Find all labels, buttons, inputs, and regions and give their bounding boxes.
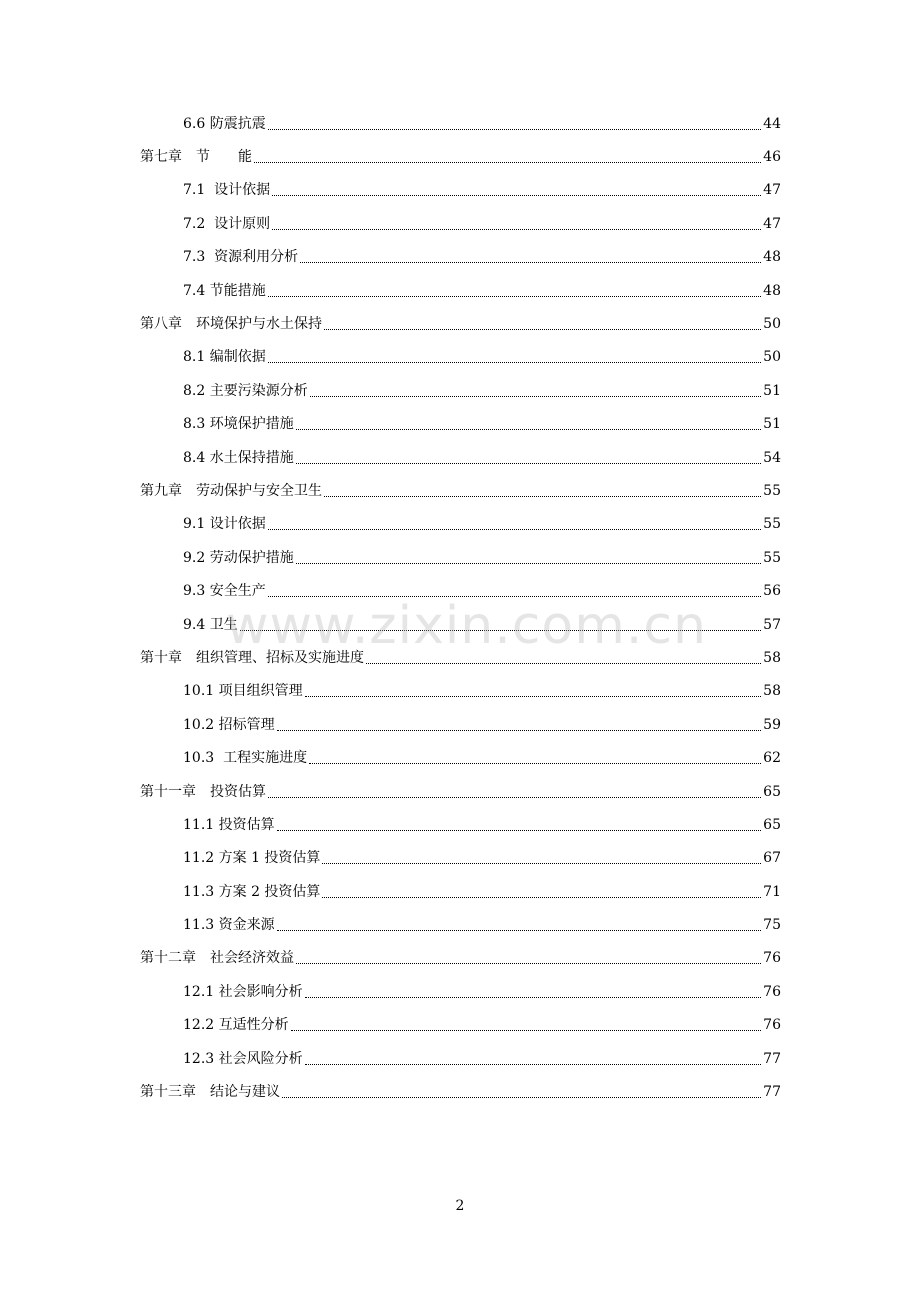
- toc-section-entry[interactable]: [0, 408, 781, 441]
- toc-dot-leader: [268, 582, 761, 600]
- toc-dot-leader: [272, 215, 761, 233]
- toc-dot-leader: [268, 282, 761, 300]
- toc-section-entry[interactable]: [0, 441, 781, 474]
- toc-entry-page: 67: [763, 850, 781, 867]
- toc-entry-label: 11.3 资金来源: [183, 917, 275, 934]
- toc-entry-label: 6.6 防震抗震: [183, 115, 266, 132]
- toc-dot-leader: [300, 248, 761, 266]
- toc-dot-leader: [277, 816, 762, 834]
- toc-chapter-entry[interactable]: [0, 942, 781, 975]
- toc-section-entry[interactable]: [0, 708, 781, 741]
- toc-section-entry[interactable]: [0, 541, 781, 574]
- toc-section-entry[interactable]: [0, 1009, 781, 1042]
- toc-entry-page: 62: [763, 750, 781, 767]
- toc-entry-label: 第九章 劳动保护与安全卫生: [140, 482, 322, 499]
- toc-chapter-entry[interactable]: [0, 474, 781, 507]
- toc-entry-label: 8.3 环境保护措施: [183, 416, 294, 433]
- toc-section-entry[interactable]: [0, 508, 781, 541]
- toc-entry-label: 9.2 劳动保护措施: [183, 549, 294, 566]
- toc-entry-page: 46: [763, 149, 781, 166]
- toc-dot-leader: [296, 949, 761, 967]
- toc-entry-page: 57: [763, 616, 781, 633]
- toc-dot-leader: [254, 148, 761, 166]
- toc-entry-label: 12.1 社会影响分析: [183, 983, 303, 1000]
- toc-section-entry[interactable]: [0, 574, 781, 607]
- toc-section-entry[interactable]: [0, 174, 781, 207]
- toc-dot-leader: [268, 783, 761, 801]
- toc-section-entry[interactable]: [0, 741, 781, 774]
- toc-entry-page: 48: [763, 249, 781, 266]
- toc-section-entry[interactable]: [0, 274, 781, 307]
- toc-dot-leader: [305, 1050, 762, 1068]
- toc-entry-page: 51: [763, 382, 781, 399]
- table-of-contents: [0, 107, 920, 1109]
- toc-section-entry[interactable]: [0, 875, 781, 908]
- toc-entry-label: 8.2 主要污染源分析: [183, 382, 308, 399]
- toc-entry-page: 54: [763, 449, 781, 466]
- toc-entry-label: 第十三章 结论与建议: [140, 1084, 280, 1101]
- toc-dot-leader: [296, 415, 761, 433]
- toc-entry-label: 第七章 节 能: [140, 149, 252, 166]
- toc-entry-page: 48: [763, 282, 781, 299]
- toc-entry-page: 47: [763, 182, 781, 199]
- toc-dot-leader: [291, 1016, 762, 1034]
- toc-dot-leader: [296, 549, 761, 567]
- toc-entry-page: 55: [763, 482, 781, 499]
- toc-dot-leader: [309, 749, 761, 767]
- toc-entry-label: 11.2 方案 1 投资估算: [183, 850, 321, 867]
- toc-dot-leader: [322, 883, 761, 901]
- toc-entry-label: 7.4 节能措施: [183, 282, 266, 299]
- toc-section-entry[interactable]: [0, 241, 781, 274]
- toc-dot-leader: [268, 515, 761, 533]
- toc-section-entry[interactable]: [0, 608, 781, 641]
- toc-entry-label: 9.1 设计依据: [183, 516, 266, 533]
- toc-dot-leader: [310, 382, 761, 400]
- toc-entry-page: 56: [763, 583, 781, 600]
- toc-entry-label: 9.4 卫生: [183, 616, 238, 633]
- toc-section-entry[interactable]: [0, 842, 781, 875]
- toc-section-entry[interactable]: [0, 675, 781, 708]
- toc-dot-leader: [282, 1083, 761, 1101]
- toc-dot-leader: [296, 449, 761, 467]
- toc-entry-label: 7.3 资源利用分析: [183, 249, 299, 266]
- toc-entry-page: 44: [763, 115, 781, 132]
- toc-dot-leader: [277, 916, 762, 934]
- toc-section-entry[interactable]: [0, 107, 781, 140]
- toc-chapter-entry[interactable]: [0, 307, 781, 340]
- toc-dot-leader: [272, 181, 761, 199]
- toc-entry-label: 12.3 社会风险分析: [183, 1050, 303, 1067]
- toc-section-entry[interactable]: [0, 1042, 781, 1075]
- toc-entry-page: 76: [763, 950, 781, 967]
- toc-chapter-entry[interactable]: [0, 1075, 781, 1108]
- toc-dot-leader: [322, 849, 761, 867]
- toc-entry-page: 76: [763, 1017, 781, 1034]
- toc-entry-label: 8.4 水土保持措施: [183, 449, 294, 466]
- toc-entry-label: 12.2 互适性分析: [183, 1017, 289, 1034]
- toc-entry-page: 65: [763, 783, 781, 800]
- toc-entry-page: 55: [763, 516, 781, 533]
- toc-entry-page: 71: [763, 883, 781, 900]
- toc-dot-leader: [366, 649, 761, 667]
- toc-entry-label: 第十二章 社会经济效益: [140, 950, 294, 967]
- toc-section-entry[interactable]: [0, 207, 781, 240]
- toc-chapter-entry[interactable]: [0, 140, 781, 173]
- toc-entry-page: 65: [763, 816, 781, 833]
- toc-entry-label: 7.2 设计原则: [183, 215, 271, 232]
- toc-section-entry[interactable]: [0, 374, 781, 407]
- toc-entry-page: 55: [763, 549, 781, 566]
- toc-entry-page: 58: [763, 683, 781, 700]
- toc-entry-page: 58: [763, 649, 781, 666]
- toc-chapter-entry[interactable]: [0, 641, 781, 674]
- toc-section-entry[interactable]: [0, 341, 781, 374]
- toc-entry-page: 77: [763, 1050, 781, 1067]
- toc-section-entry[interactable]: [0, 975, 781, 1008]
- page-number: 2: [455, 1198, 465, 1214]
- toc-entry-label: 11.3 方案 2 投资估算: [183, 883, 321, 900]
- toc-entry-label: 10.2 招标管理: [183, 716, 275, 733]
- toc-entry-page: 75: [763, 917, 781, 934]
- toc-chapter-entry[interactable]: [0, 775, 781, 808]
- toc-dot-leader: [324, 482, 761, 500]
- toc-dot-leader: [324, 315, 761, 333]
- toc-dot-leader: [277, 716, 762, 734]
- toc-dot-leader: [240, 616, 761, 634]
- toc-entry-page: 77: [763, 1084, 781, 1101]
- toc-entry-page: 47: [763, 215, 781, 232]
- toc-dot-leader: [305, 682, 762, 700]
- toc-entry-label: 第十章 组织管理、招标及实施进度: [140, 649, 364, 666]
- toc-entry-label: 9.3 安全生产: [183, 583, 266, 600]
- watermark: www.zixin.com.cn: [226, 596, 707, 656]
- toc-dot-leader: [268, 115, 761, 133]
- toc-entry-page: 50: [763, 316, 781, 333]
- toc-dot-leader: [268, 348, 761, 366]
- toc-entry-page: 51: [763, 416, 781, 433]
- toc-section-entry[interactable]: [0, 908, 781, 941]
- toc-entry-label: 7.1 设计依据: [183, 182, 271, 199]
- toc-dot-leader: [305, 983, 762, 1001]
- toc-entry-label: 第八章 环境保护与水土保持: [140, 316, 322, 333]
- toc-entry-label: 8.1 编制依据: [183, 349, 266, 366]
- toc-section-entry[interactable]: [0, 808, 781, 841]
- toc-entry-label: 11.1 投资估算: [183, 816, 275, 833]
- toc-entry-label: 10.3 工程实施进度: [183, 750, 308, 767]
- toc-entry-page: 76: [763, 983, 781, 1000]
- toc-entry-page: 50: [763, 349, 781, 366]
- toc-entry-label: 10.1 项目组织管理: [183, 683, 303, 700]
- toc-entry-page: 59: [763, 716, 781, 733]
- toc-entry-label: 第十一章 投资估算: [140, 783, 266, 800]
